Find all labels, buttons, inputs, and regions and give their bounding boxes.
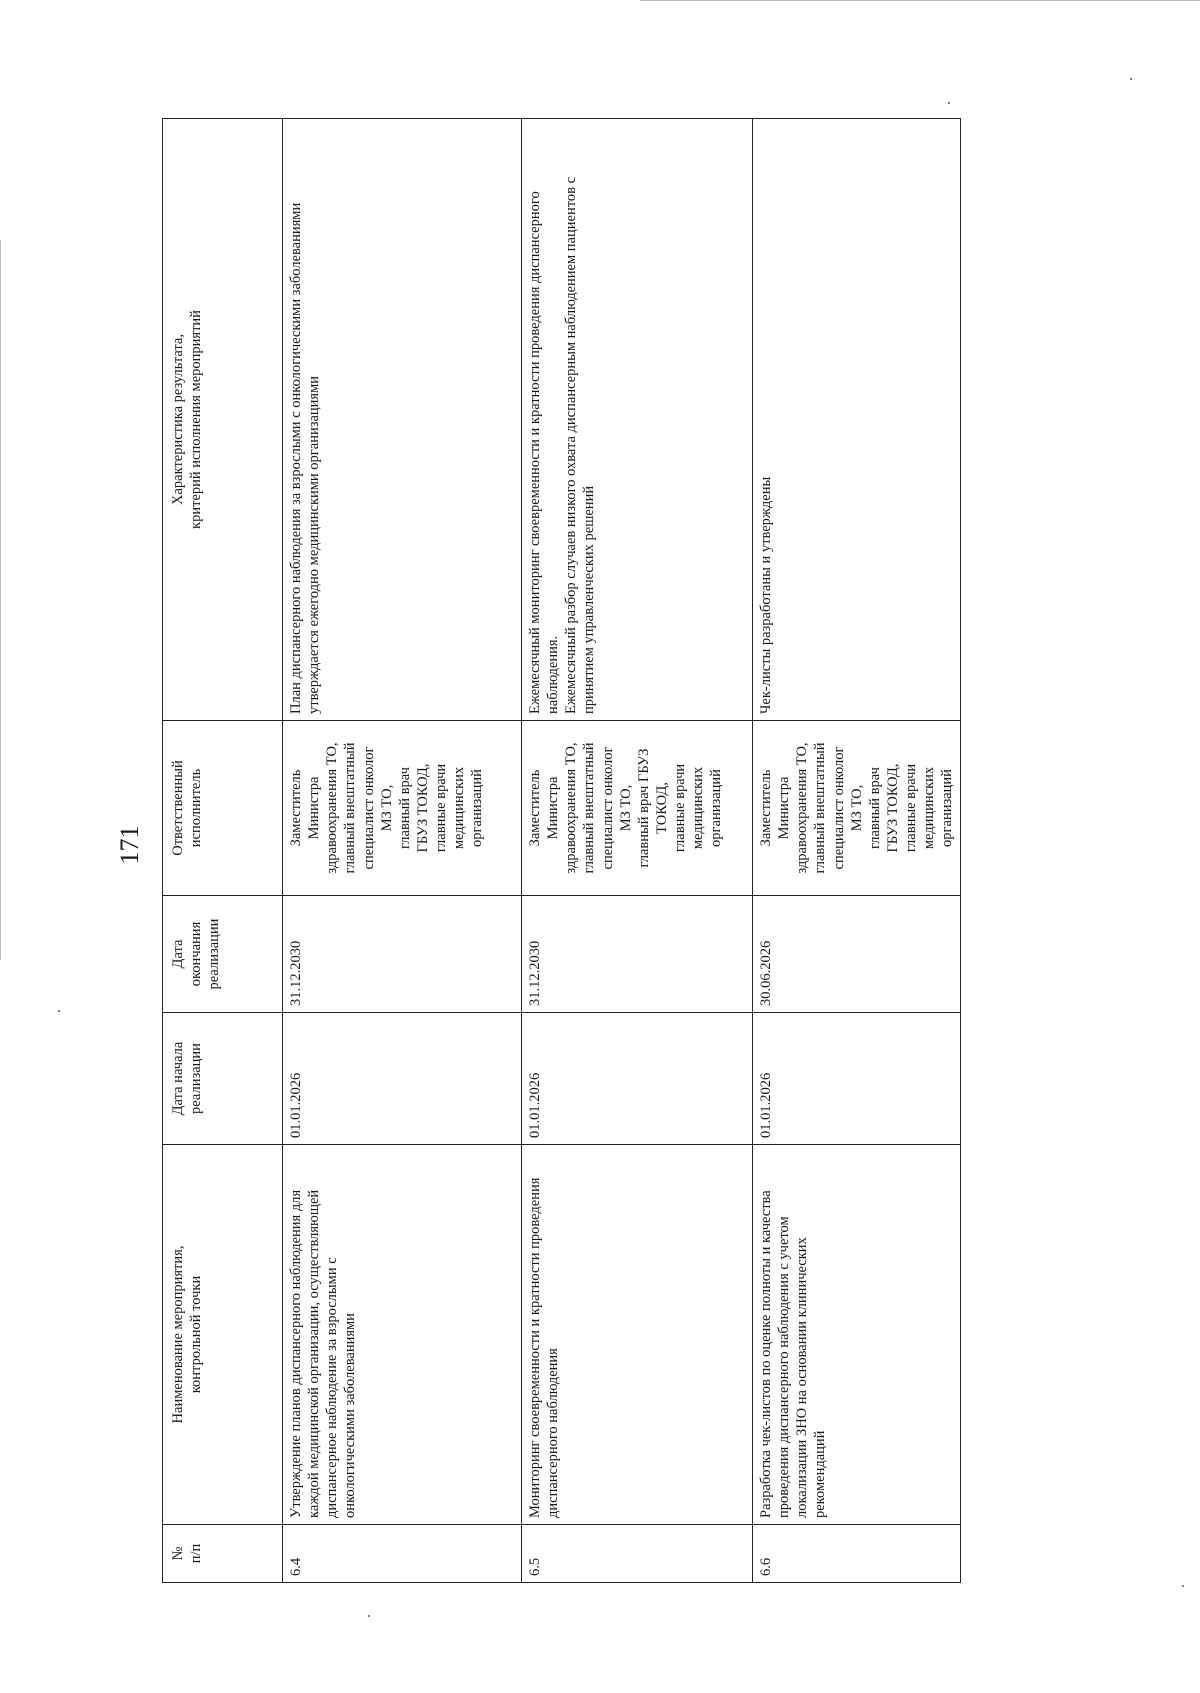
row-start-date: 01.01.2026 — [283, 1013, 522, 1145]
row-start-date: 01.01.2026 — [522, 1013, 753, 1145]
row-responsible: Заместитель Министра здравоохранения ТО, главный внештатный специалист онколог МЗ ТО, главный врач ГБУЗ ТОКОД, главные врачи медицинских организаций — [283, 721, 522, 896]
rotated-table-container — [162, 119, 956, 1583]
header-end-date: Дата окончания реализации — [163, 896, 283, 1013]
row-activity-name: Мониторинг своевременности и кратности проведения диспансерного наблюдения — [522, 1145, 753, 1525]
row-characteristic: Ежемесячный мониторинг своевременности и кратности проведения диспансерного наблюдения. Ежемесячный разбор случаев низкого охвата диспансерным наблюдением пациентов с принятием управленческих решений — [522, 119, 753, 721]
scan-speck — [1182, 1585, 1184, 1587]
row-number: 6.6 — [753, 1525, 961, 1583]
table-row — [522, 119, 753, 1583]
header-responsible: Ответственный исполнитель — [163, 721, 283, 896]
scan-speck — [58, 1010, 60, 1012]
page-number: 171 — [115, 825, 144, 865]
row-number: 6.4 — [283, 1525, 522, 1583]
row-characteristic: Чек-листы разработаны и утверждены — [753, 119, 961, 721]
row-end-date: 31.12.2030 — [522, 896, 753, 1013]
row-responsible: Заместитель Министра здравоохранения ТО, главный внештатный специалист онколог МЗ ТО, главный врач ГБУЗ ТОКОД, главные врачи медицинских организаций — [753, 721, 961, 896]
header-start-date: Дата начала реализации — [163, 1013, 283, 1145]
row-responsible: Заместитель Министра здравоохранения ТО, главный внештатный специалист онколог МЗ ТО, главный врач ГБУЗ ТОКОД, главные врачи медицинских организаций — [522, 721, 753, 896]
table-header-row — [163, 119, 283, 1583]
row-characteristic: План диспансерного наблюдения за взрослыми с онкологическими заболеваниями утверждается ежегодно медицинскими организациями — [283, 119, 522, 721]
row-start-date: 01.01.2026 — [753, 1013, 961, 1145]
scan-speck — [368, 1615, 370, 1617]
row-number: 6.5 — [522, 1525, 753, 1583]
scan-speck — [948, 102, 950, 104]
header-activity-name: Наименование мероприятия, контрольной точки — [163, 1145, 283, 1525]
row-activity-name: Разработка чек-листов по оценке полноты и качества проведения диспансерного наблюдения с учетом локализации ЗНО на основании клинических рекомендаций — [753, 1145, 961, 1525]
row-end-date: 31.12.2030 — [283, 896, 522, 1013]
scan-edge-line — [0, 240, 1, 960]
row-end-date: 30.06.2026 — [753, 896, 961, 1013]
header-number: № п/п — [163, 1525, 283, 1583]
row-activity-name: Утверждение планов диспансерного наблюдения для каждой медицинской организации, осуществляющей диспансерное наблюдение за взрослыми с онкологическими заболеваниями — [283, 1145, 522, 1525]
header-characteristic: Характеристика результата, критерий исполнения мероприятий — [163, 119, 283, 721]
scan-edge-line — [640, 0, 1200, 1]
table-row — [753, 119, 961, 1583]
activities-table — [162, 118, 961, 1583]
table-row — [283, 119, 522, 1583]
scan-speck — [1130, 78, 1132, 80]
